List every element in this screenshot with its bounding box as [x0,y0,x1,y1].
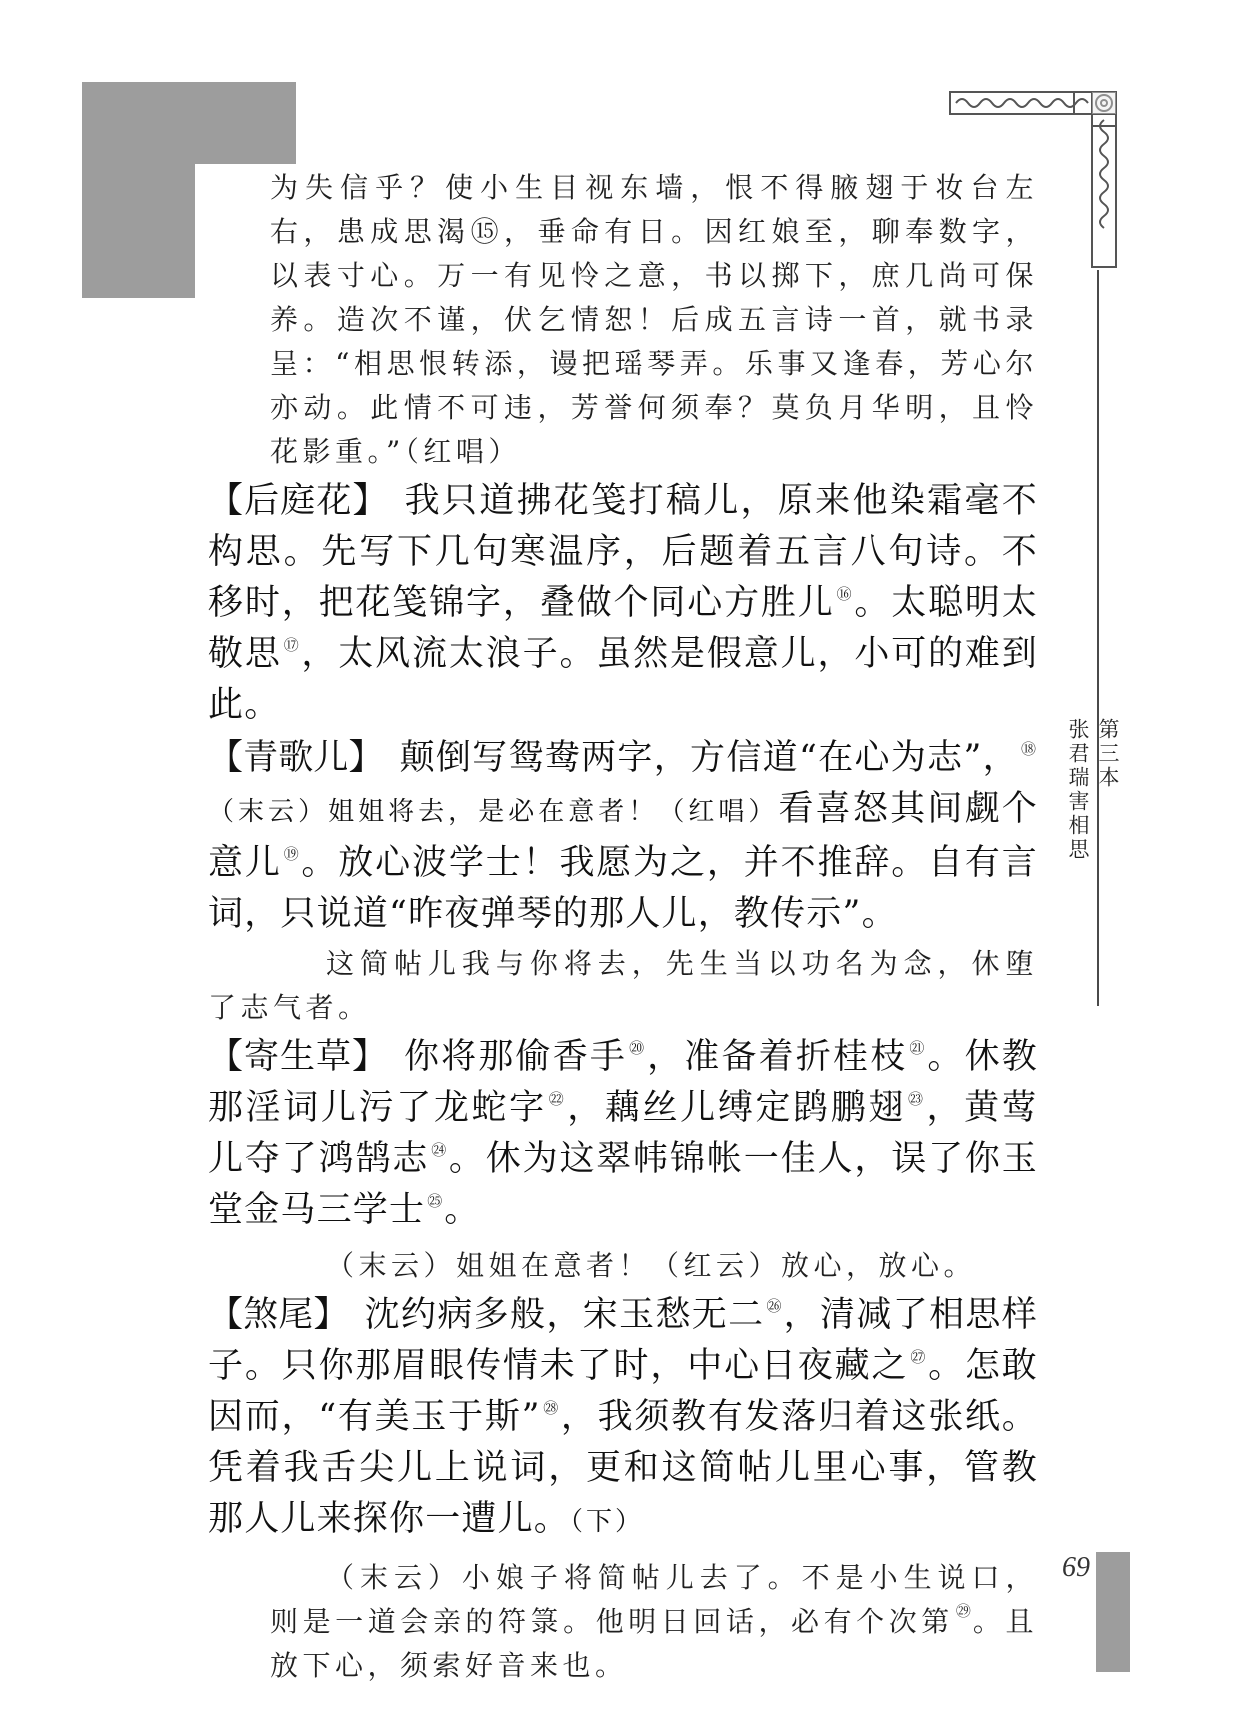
footnote-marker: ⑱ [1020,740,1036,758]
running-title-volume: 第三本 [1096,718,1120,790]
running-title [1063,718,1123,862]
text-run: 。休为这翠帏锦帐一佳人，误了你玉堂金马三学士 [208,1139,1039,1230]
text-run: 。且放下心，须索好音来也。 [270,1605,1038,1682]
text-run: 。休教那淫词儿污了龙蛇字 [208,1037,1038,1128]
side-rule [1097,270,1099,1006]
footnote-marker: ⑯ [836,585,853,603]
text-run: ，藕丝儿缚定鹍鹏翅 [567,1088,907,1128]
footnote-marker: ㉔ [431,1141,447,1159]
text-run: ，我须教有发落归着这张纸。凭着我舌尖儿上说词，更和这简帖儿里心事，管教那人儿来探你一遭儿。 [208,1397,1038,1539]
footnote-marker: ⑲ [283,845,300,863]
closing-speech [208,1556,1038,1688]
intro-paragraph: 为失信乎？使小生目视东墙，恨不得腋翅于妆台左右，患成思渴⑮，垂命有日。因红娘至，聊奉数字，以表寸心。万一有见怜之意，书以掷下，庶几尚可保养。造次不谨，伏乞情恕！后成五言诗一首，就书录呈：“相思恨转添，谩把瑶琴弄。乐事又逢春，芳心尔亦动。此情不可违，芳誉何须奉？莫负月华明，且怜花影重。”（红唱） [270,171,1038,468]
text-run: 。怎敢因而，“有美玉于斯” [208,1346,1038,1437]
song-houtinghua [208,476,1038,731]
song-jishengcao [208,1032,1038,1236]
song-qinggeer [208,733,1038,940]
stage-direction: （下） [570,1507,645,1537]
text-run: 。放心波学士！我愿为之，并不推辞。自有言词，只说道“昨夜弹琴的那人儿，教传示”。 [208,843,1038,934]
footnote-marker: ㉕ [427,1192,443,1210]
footnote-marker: ⑰ [283,636,300,654]
footnote-marker: ㉓ [908,1090,925,1108]
running-title-chapter: 张君瑞害相思 [1066,718,1090,862]
text-run: ，黄莺儿夺了鸿鹄志 [208,1088,1038,1179]
text-run: （末云）小娘子将简帖儿去了。不是小生说口，则是一道会亲的符箓。他明日回话，必有个次第 [270,1561,1038,1638]
footnote-marker: ㉑ [909,1039,926,1057]
footnote-marker: ㉖ [766,1297,782,1315]
text-run: 。 [444,1190,481,1230]
footnote-marker: ㉘ [542,1399,559,1417]
stage-direction: （末云）姐姐将去，是必在意者！（红唱） [208,797,779,827]
text-run: ，太风流太浪子。虽然是假意儿，小可的难到此。 [208,634,1038,725]
text-run: 我只道拂花笺打稿儿，原来他染霜毫不构思。先写下几句寒温序，后题着五言八句诗。不移时，把花笺锦字，叠做个同心方胜儿 [208,481,1038,623]
speech-line: 这简帖儿我与你将去，先生当以功名为念，休堕了志气者。 [208,947,1038,1024]
text-run: ，清减了相思样子。只你那眉眼传情未了时，中心日夜藏之 [208,1295,1038,1386]
footnote-marker: ⑳ [629,1039,646,1057]
footnote-marker: ㉒ [548,1090,566,1108]
text-run: 看喜怒其间觑个意儿 [208,789,1038,883]
text-run: 沈约病多般，宋玉愁无二 [364,1295,765,1335]
footnote-marker: ㉙ [955,1602,971,1620]
page-number: 69 [1062,1552,1090,1583]
tune-name: 【青歌儿】 [208,738,384,778]
song-shawei [208,1290,1038,1548]
tune-name: 【后庭花】 [208,481,389,521]
footnote-marker: ㉗ [910,1348,927,1366]
text-run: 你将那偷香手 [403,1037,628,1077]
tune-name: 【煞尾】 [208,1295,349,1335]
speech-line: （末云）姐姐在意者！（红云）放心，放心。 [326,1249,977,1282]
text-run: 。太聪明太敬思 [208,583,1038,674]
text-run: ，准备着折桂枝 [647,1037,908,1077]
main-text [208,166,1038,1688]
tune-name: 【寄生草】 [208,1037,388,1077]
page-edge-tab [1096,1552,1130,1672]
text-run: 颠倒写鸳鸯两字，方信道“在心为志”， [399,738,1019,778]
